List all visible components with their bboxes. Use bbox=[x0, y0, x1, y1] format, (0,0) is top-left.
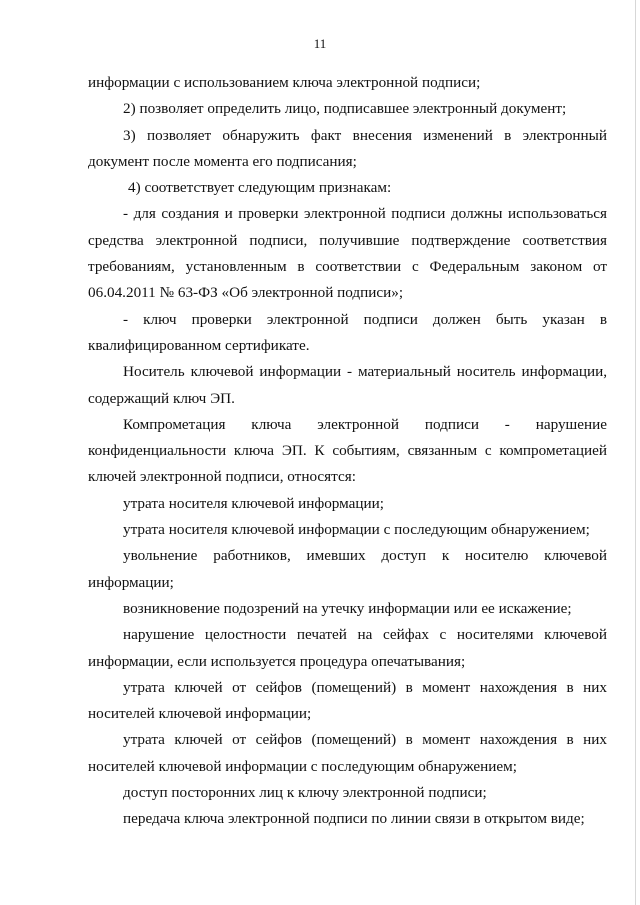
document-body bbox=[88, 70, 607, 833]
compromise-item-seal-breach: нарушение целостности печатей на сейфах с носителями ключевой информации, если используется процедура опечатывания; bbox=[88, 626, 607, 670]
paragraph-continuation: информации с использованием ключа электронной подписи; bbox=[88, 74, 481, 91]
compromise-item-safe-keys-loss-found: утрата ключей от сейфов (помещений) в момент нахождения в них носителей ключевой информации с последующим обнаружением; bbox=[88, 731, 607, 775]
definition-compromise: Компрометация ключа электронной подписи - нарушение конфиденциальности ключа ЭП. К событиям, связанным с компрометацией ключей электронной подписи, относятся: bbox=[88, 415, 607, 486]
compromise-item-loss: утрата носителя ключевой информации; bbox=[123, 494, 385, 512]
page-number: 11 bbox=[313, 36, 327, 51]
compromise-item-unauthorized-access: доступ посторонних лиц к ключу электронной подписи; bbox=[123, 784, 487, 802]
compromise-item-suspicion: возникновение подозрений на утечку информации или ее искажение; bbox=[123, 599, 572, 617]
bullet-verification-key: - ключ проверки электронной подписи должен быть указан в квалифицированном сертификате. bbox=[88, 310, 607, 354]
definition-key-carrier: Носитель ключевой информации - материальный носитель информации, содержащий ключ ЭП. bbox=[88, 363, 607, 407]
compromise-item-safe-keys-loss: утрата ключей от сейфов (помещений) в момент нахождения в них носителей ключевой информации; bbox=[88, 678, 607, 723]
list-item-4: 4) соответствует следующим признакам: bbox=[128, 179, 392, 197]
bullet-signature-tools: - для создания и проверки электронной подписи должны использоваться средства электронной подписи, получившие подтверждение соответствия требованиям, установленным в соответствии с Федеральным законом от 06.04.2011 № 63-ФЗ «Об электронной подписи»; bbox=[88, 205, 607, 302]
compromise-item-dismissal: увольнение работников, имевших доступ к носителю ключевой информации; bbox=[88, 547, 607, 591]
page-edge-line bbox=[635, 0, 636, 905]
list-item-3: 3) позволяет обнаружить факт внесения изменений в электронный документ после момента его подписания; bbox=[88, 126, 607, 170]
compromise-item-loss-found: утрата носителя ключевой информации с последующим обнаружением; bbox=[123, 521, 590, 539]
compromise-item-open-transmission: передача ключа электронной подписи по линии связи в открытом виде; bbox=[123, 810, 585, 828]
list-item-2: 2) позволяет определить лицо, подписавшее электронный документ; bbox=[123, 100, 567, 118]
